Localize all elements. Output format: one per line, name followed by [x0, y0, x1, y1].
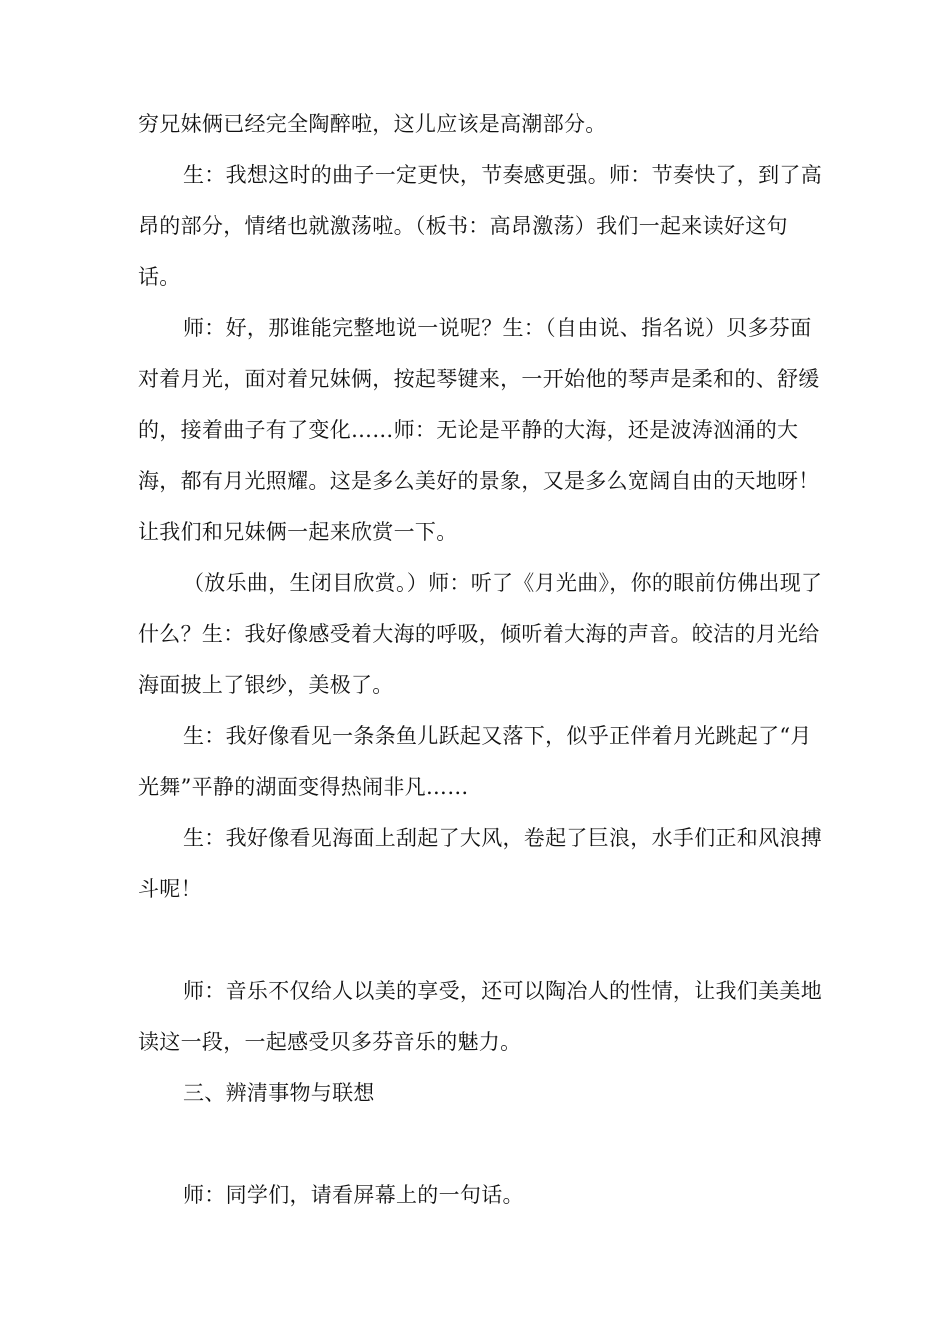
paragraph-student-storm: 生：我好像看见海面上刮起了大风，卷起了巨浪，水手们正和风浪搏斗呢！ — [138, 826, 822, 901]
paragraph-teacher-complete-telling: 师：好，那谁能完整地说一说呢？生：（自由说、指名说）贝多芬面对着月光，面对着兄妹俩，按起琴键来，一开始他的琴声是柔和的、舒缓的，接着曲子有了变化……师：无论是平静的大海，还是波涛汹涌的大海，都有月光照耀。这是多么美好的景象，又是多么宽阔自由的天地呀！让我们和兄妹俩一起来欣赏一下。 — [138, 316, 820, 544]
section-heading: 三、辨清事物与联想 — [183, 1081, 375, 1105]
paragraph-continuation: 穷兄妹俩已经完全陶醉啦，这儿应该是高潮部分。 — [138, 112, 607, 136]
paragraph-teacher-music-value: 师：音乐不仅给人以美的享受，还可以陶冶人的性情，让我们美美地读这一段，一起感受贝多芬音乐的魅力。 — [138, 979, 822, 1054]
paragraph-teacher-look-screen: 师：同学们，请看屏幕上的一句话。 — [183, 1183, 524, 1207]
paragraph-student-faster-tempo: 生：我想这时的曲子一定更快，节奏感更强。师：节奏快了，到了高昂的部分，情绪也就激荡啦。（板书：高昂激荡）我们一起来读好这句话。 — [138, 163, 822, 289]
paragraph-play-music: （放乐曲，生闭目欣赏。）师：听了《月光曲》，你的眼前仿佛出现了什么？生：我好像感受着大海的呼吸，倾听着大海的声音。皎洁的月光给海面披上了银纱，美极了。 — [138, 571, 823, 697]
blank-line — [138, 915, 828, 966]
paragraph-student-fish: 生：我好像看见一条条鱼儿跃起又落下，似乎正伴着月光跳起了“月光舞”平静的湖面变得热闹非凡…… — [138, 724, 812, 799]
document-body — [138, 99, 828, 1221]
blank-line — [138, 1119, 828, 1170]
